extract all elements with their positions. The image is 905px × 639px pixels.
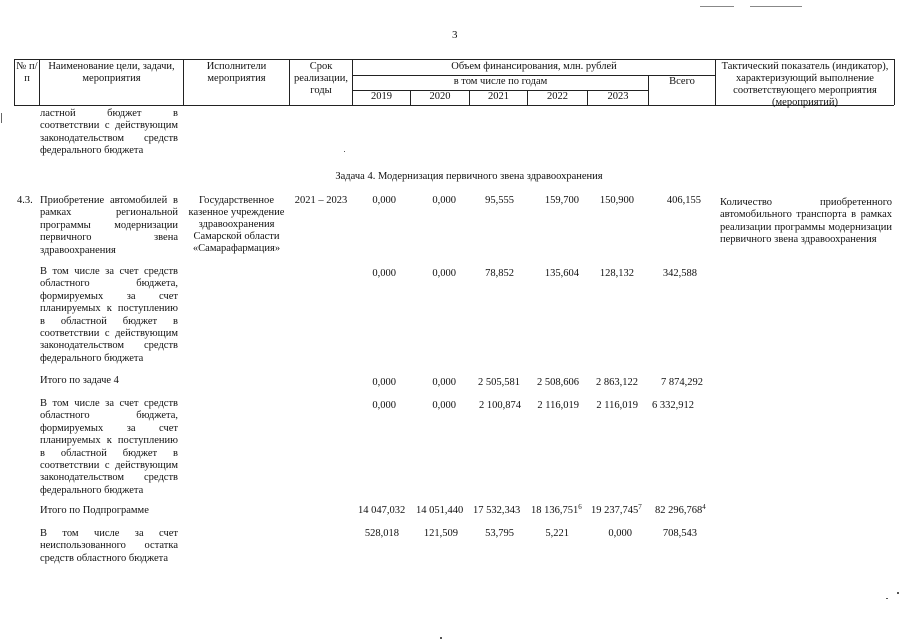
header-year-2023: 2023: [607, 91, 629, 102]
header-col-term: Срок реализации, годы: [294, 61, 348, 96]
row-number: 4.3.: [17, 195, 33, 206]
cell-2021: 2 505,581: [478, 377, 520, 388]
header-col-by-year: в том числе по годам: [453, 76, 548, 87]
header-col-total: Всего: [669, 76, 695, 87]
header-col-name: Наименование цели, задачи, мероприятия: [48, 61, 175, 84]
cell-2020: 0,000: [432, 268, 456, 279]
cell-total: 82 296,768$^4$: [655, 503, 706, 516]
cell-2020: 0,000: [432, 400, 456, 411]
cell-2023: 128,132: [599, 268, 634, 279]
cell-2023: 2 863,122: [596, 377, 638, 388]
header-year-2020: 2020: [429, 91, 451, 102]
cell-2022: 5,221: [545, 528, 569, 539]
cell-2022: 159,700: [544, 195, 579, 206]
header-col-number: № п/п: [16, 61, 38, 84]
cell-2022: 18 136,751$^6$: [531, 503, 582, 516]
cell-2019: 0,000: [372, 268, 396, 279]
cell-2019: 14 047,032: [358, 505, 406, 516]
cell-2023: 0,000: [608, 528, 632, 539]
cell-2019: 528,018: [364, 528, 399, 539]
cell-total: 6 332,912: [652, 400, 694, 411]
row-name: В том числе за счет средств областного бюджета, формируемых за счет планируемых к поступлению в областной бюджет в соответствии с действующим законодательством средств федерального бюджета: [40, 266, 178, 364]
cell-2023: 19 237,745$^7$: [591, 503, 642, 516]
header-col-indicator: Тактический показатель (индикатор), характеризующий выполнение соответствующего мероприятия (мероприятий): [721, 61, 889, 108]
cell-2021: 95,555: [485, 195, 514, 206]
cell-2021: 17 532,343: [473, 505, 521, 516]
cell-2022: 135,604: [544, 268, 579, 279]
cell-2020: 14 051,440: [416, 505, 464, 516]
cell-2020: 0,000: [432, 377, 456, 388]
row-name: Итого по Подпрограмме: [40, 505, 149, 516]
row-executor: Государственное казенное учреждение здравоохранения Самарской области «Самарафармация»: [188, 195, 285, 254]
row-name: Приобретение автомобилей в рамках региональной программы модернизации первичного звена здравоохранения: [40, 195, 178, 256]
footnote-6: 6: [578, 503, 582, 511]
cell-2019: 0,000: [372, 377, 396, 388]
cell-2021: 53,795: [485, 528, 514, 539]
cell-total: 406,155: [666, 195, 701, 206]
cell-2020: 121,509: [423, 528, 458, 539]
row-indicator: Количество приобретенного автомобильного транспорта в рамках реализации программы модернизации первичного звена здравоохранения: [720, 197, 892, 246]
task-title: Задача 4. Модернизация первичного звена здравоохранения: [335, 171, 603, 182]
footnote-4: 4: [702, 503, 706, 511]
cell-2023: 150,900: [599, 195, 634, 206]
cell-2022: 2 508,606: [537, 377, 579, 388]
footnote-7: 7: [638, 503, 642, 511]
header-col-executors: Исполнители мероприятия: [206, 61, 267, 84]
cell-2021: 2 100,874: [479, 400, 521, 411]
cell-2019: 0,000: [372, 400, 396, 411]
carry-over-text: ластной бюджет в соответствии с действующим законодательством средств федерального бюджета: [40, 108, 178, 157]
header-year-2021: 2021: [488, 91, 509, 102]
row-name: В том числе за счет средств областного бюджета, формируемых за счет планируемых к поступлению в областной бюджет в соответствии с действующим законодательством средств федерального бюджета: [40, 398, 178, 496]
row-name: В том числе за счет неиспользованного остатка средств областного бюджета: [40, 528, 178, 564]
cell-total: 7 874,292: [661, 377, 703, 388]
cell-total: 342,588: [662, 268, 697, 279]
cell-2023: 2 116,019: [596, 400, 638, 411]
row-name: Итого по задаче 4: [40, 375, 119, 386]
header-year-2019: 2019: [371, 91, 392, 102]
row-term: 2021 – 2023: [294, 195, 348, 206]
header-col-funding: Объем финансирования, млн. рублей: [451, 61, 617, 72]
header-year-2022: 2022: [547, 91, 568, 102]
cell-2022: 2 116,019: [537, 400, 579, 411]
cell-2021: 78,852: [485, 268, 514, 279]
page-number: 3: [452, 29, 458, 41]
cell-2020: 0,000: [432, 195, 456, 206]
cell-total: 708,543: [662, 528, 697, 539]
cell-2019: 0,000: [372, 195, 396, 206]
